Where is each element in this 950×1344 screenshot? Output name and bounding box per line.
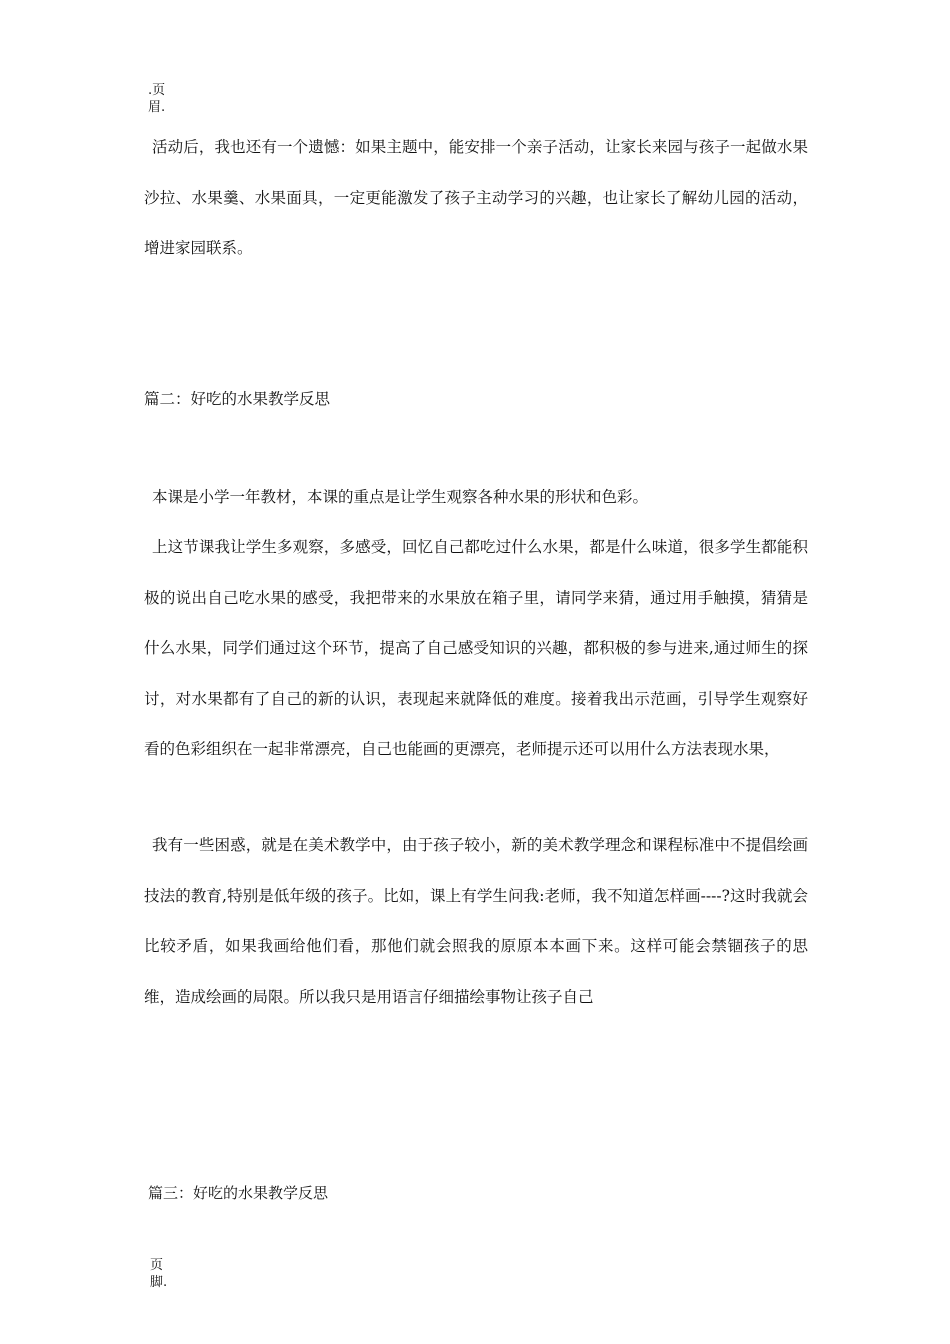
paragraph-4: 我有一些困惑，就是在美术教学中，由于孩子较小，新的美术教学理念和课程标准中不提倡绘画技法的教育,特别是低年级的孩子。比如，课上有学生问我:老师，我不知道怎样画----?这时我就会比较矛盾，如果我画给他们看，那他们就会照我的原原本本画下来。这样可能会禁锢孩子的思维，造成绘画的局限。所以我只是用语言仔细描绘事物让孩子自己 — [144, 836, 808, 1006]
paragraph-2: 本课是小学一年教材，本课的重点是让学生观察各种水果的形状和色彩。 — [152, 488, 649, 506]
page-footer: 页脚. — [150, 1258, 168, 1290]
section-heading-2: 篇二：好吃的水果教学反思 — [144, 390, 331, 408]
paragraph-1: 活动后，我也还有一个遗憾：如果主题中，能安排一个亲子活动，让家长来园与孩子一起做水果沙拉、水果羹、水果面具，一定更能激发了孩子主动学习的兴趣，也让家长了解幼儿园的活动，增进家园联系。 — [144, 138, 808, 257]
section-heading-3: 篇三：好吃的水果教学反思 — [148, 1184, 329, 1202]
paragraph-3: 上这节课我让学生多观察，多感受，回忆自己都吃过什么水果，都是什么味道，很多学生都能积极的说出自己吃水果的感受，我把带来的水果放在箱子里，请同学来猜，通过用手触摸，猜猜是什么水果，同学们通过这个环节，提高了自己感受知识的兴趣，都积极的参与进来,通过师生的探讨，对水果都有了自己的新的认识，表现起来就降低的难度。接着我出示范画，引导学生观察好看的色彩组织在一起非常漂亮，自己也能画的更漂亮，老师提示还可以用什么方法表现水果， — [144, 538, 808, 758]
page-header: .页眉. — [148, 83, 166, 115]
